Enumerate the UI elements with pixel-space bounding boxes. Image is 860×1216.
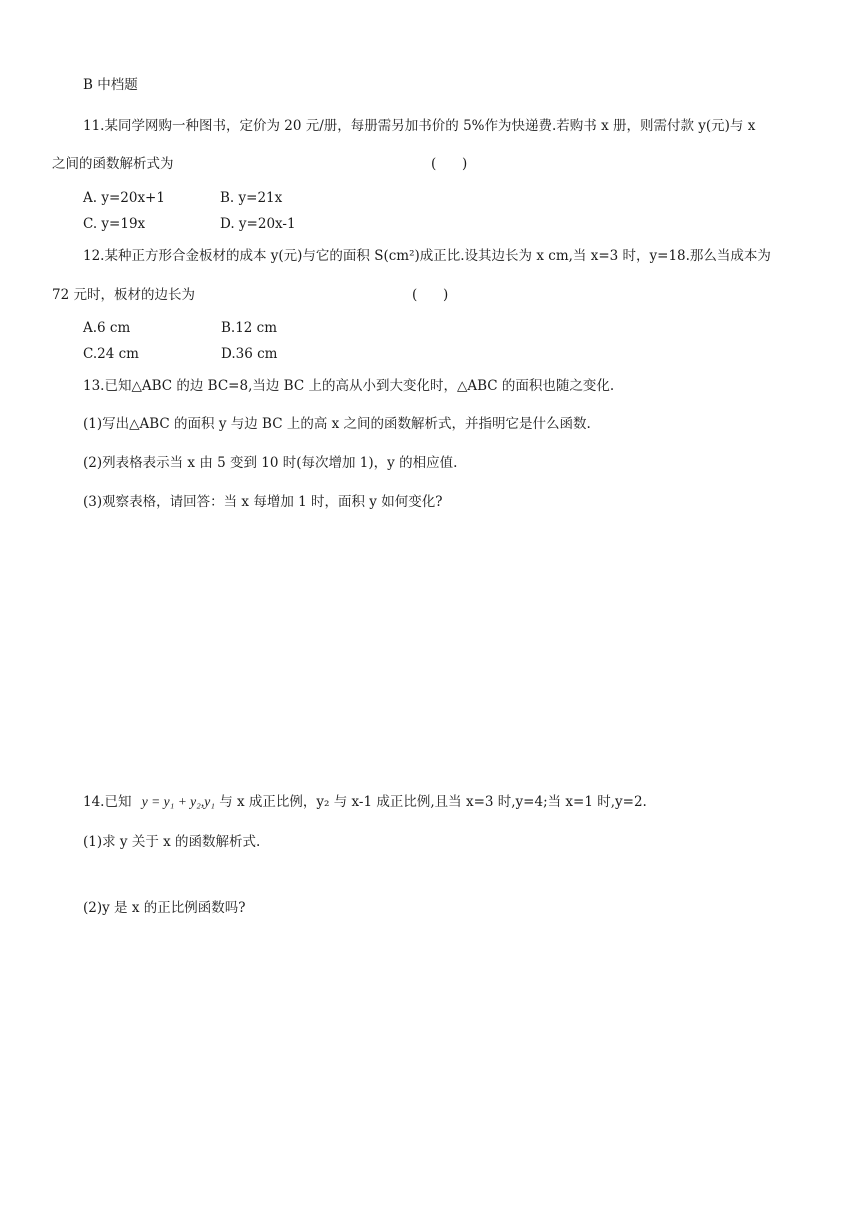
q14-prefix: 14.已知 <box>83 794 132 810</box>
q12-option-c: C.24 cm <box>83 346 139 362</box>
q12-option-b: B.12 cm <box>221 320 278 336</box>
q14-part1: (1)求 y 关于 x 的函数解析式. <box>83 834 261 850</box>
q11-option-d: D. y=20x-1 <box>220 216 296 232</box>
q13-stem: 13.已知△ABC 的边 BC=8,当边 BC 上的高从小到大变化时，△ABC 的面积也随之变化. <box>83 378 615 394</box>
q12-option-d: D.36 cm <box>221 346 278 362</box>
q12-line1: 12.某种正方形合金板材的成本 y(元)与它的面积 S(cm²)成正比.设其边长为 x cm,当 x=3 时，y=18.那么当成本为 <box>83 248 771 264</box>
q14-part2: (2)y 是 x 的正比例函数吗? <box>83 900 246 916</box>
q14-suffix: 与 x 成正比例，y₂ 与 x-1 成正比例,且当 x=3 时,y=4;当 x=1 时,y=2. <box>219 794 647 810</box>
q13-part2: (2)列表格表示当 x 由 5 变到 10 时(每次增加 1)，y 的相应值. <box>83 455 458 471</box>
q11-option-c: C. y=19x <box>83 216 146 232</box>
q11-line1: 11.某同学网购一种图书，定价为 20 元/册，每册需另加书价的 5%作为快递费.若购书 x 册，则需付款 y(元)与 x <box>83 118 756 134</box>
section-title: B 中档题 <box>83 77 138 93</box>
q13-part3: (3)观察表格，请回答：当 x 每增加 1 时，面积 y 如何变化? <box>83 494 443 510</box>
q11-option-b: B. y=21x <box>220 190 283 206</box>
q13-part1: (1)写出△ABC 的面积 y 与边 BC 上的高 x 之间的函数解析式，并指明它是什么函数. <box>83 416 591 432</box>
q11-answer-paren: ( ) <box>431 156 468 172</box>
q14-formula: y = y₁ + y₂,y₁ <box>141 794 215 809</box>
q12-line2: 72 元时，板材的边长为 <box>52 287 195 303</box>
q11-option-a: A. y=20x+1 <box>83 190 165 206</box>
q14-stem <box>83 793 647 811</box>
q11-line2: 之间的函数解析式为 <box>52 156 174 172</box>
q12-option-a: A.6 cm <box>83 320 131 336</box>
q12-answer-paren: ( ) <box>412 287 449 303</box>
